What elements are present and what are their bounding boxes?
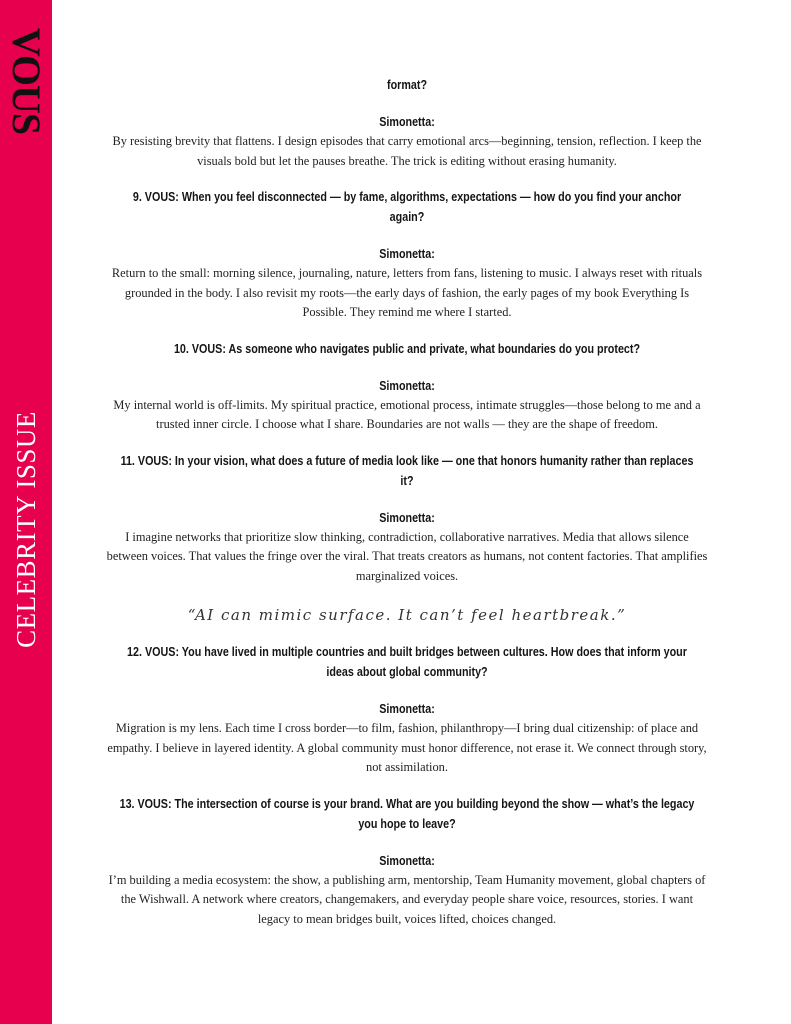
question: 11. VOUS: In your vision, what does a future of media look like — one that honors humanity rather than replaces it? [120,453,694,488]
answer: Return to the small: morning silence, journaling, nature, letters from fans, listening to music. I always reset with rituals grounded in the body. I also revisit my roots—the early days of fashion, the early pages of my book Everything Is Possible. They remind me where I started. [111,266,703,319]
issue-label [0,400,52,658]
qa-block [110,339,704,435]
answer: By resisting brevity that flattens. I design episodes that carry emotional arcs—beginning, tension, reflection. I keep the visuals bold but let the pauses breathe. The trick is editing without erasing humanity. [112,134,702,168]
brand-logo [0,26,52,136]
brand-logo-text: VOUS [4,27,49,135]
answer: I imagine networks that prioritize slow thinking, contradiction, collaborative narratives. Media that allows silence between voices. That values the fringe over the viral. That treats creators as humans, not content factories. That amplifies marginalized voices. [106,529,708,583]
pull-quote: “AI can mimic surface. It can’t feel heartbreak.” [187,606,627,624]
speaker-label: Simonetta: [379,510,435,525]
speaker-label: Simonetta: [379,378,435,393]
speaker-label: Simonetta: [379,115,435,129]
qa-block [107,642,707,778]
qa-block [110,187,704,323]
answer: Migration is my lens. Each time I cross border—to film, fashion, philanthropy—I bring dual citizenship: of place and empathy. I believe in layered identity. A global community must honor difference, not erase it. We connect through story, not assimilation. [107,721,707,774]
speaker-label: Simonetta: [379,853,435,868]
qa-block [110,794,704,930]
question: 9. VOUS: When you feel disconnected — by fame, algorithms, expectations — how do you find your anchor again? [132,190,682,224]
issue-label-text: CELEBRITY ISSUE [10,410,41,648]
question: format? [386,78,428,92]
question: 12. VOUS: You have lived in multiple countries and built bridges between cultures. How does that inform your ideas about global community? [127,645,687,679]
question: 10. VOUS: As someone who navigates public and private, what boundaries do you protect? [173,341,641,356]
question: 13. VOUS: The intersection of course is your brand. What are you building beyond the show — what’s the legacy you hope to leave? [119,796,695,831]
answer: My internal world is off-limits. My spiritual practice, emotional process, intimate struggles—those belong to me and a trusted inner circle. I choose what I share. Boundaries are not walls — they are the shape of freedom. [113,397,701,431]
interview-body [106,75,708,929]
speaker-label: Simonetta: [379,702,435,716]
qa-block [110,75,704,171]
qa-block [106,451,708,587]
side-bar [0,0,52,1024]
answer: I’m building a media ecosystem: the show, a publishing arm, mentorship, Team Humanity movement, global chapters of the Wishwall. A network where creators, changemakers, and everyday people share voice, resources, stories. I want legacy to mean bridges built, voices lifted, choices changed. [108,872,706,926]
speaker-label: Simonetta: [379,247,435,261]
